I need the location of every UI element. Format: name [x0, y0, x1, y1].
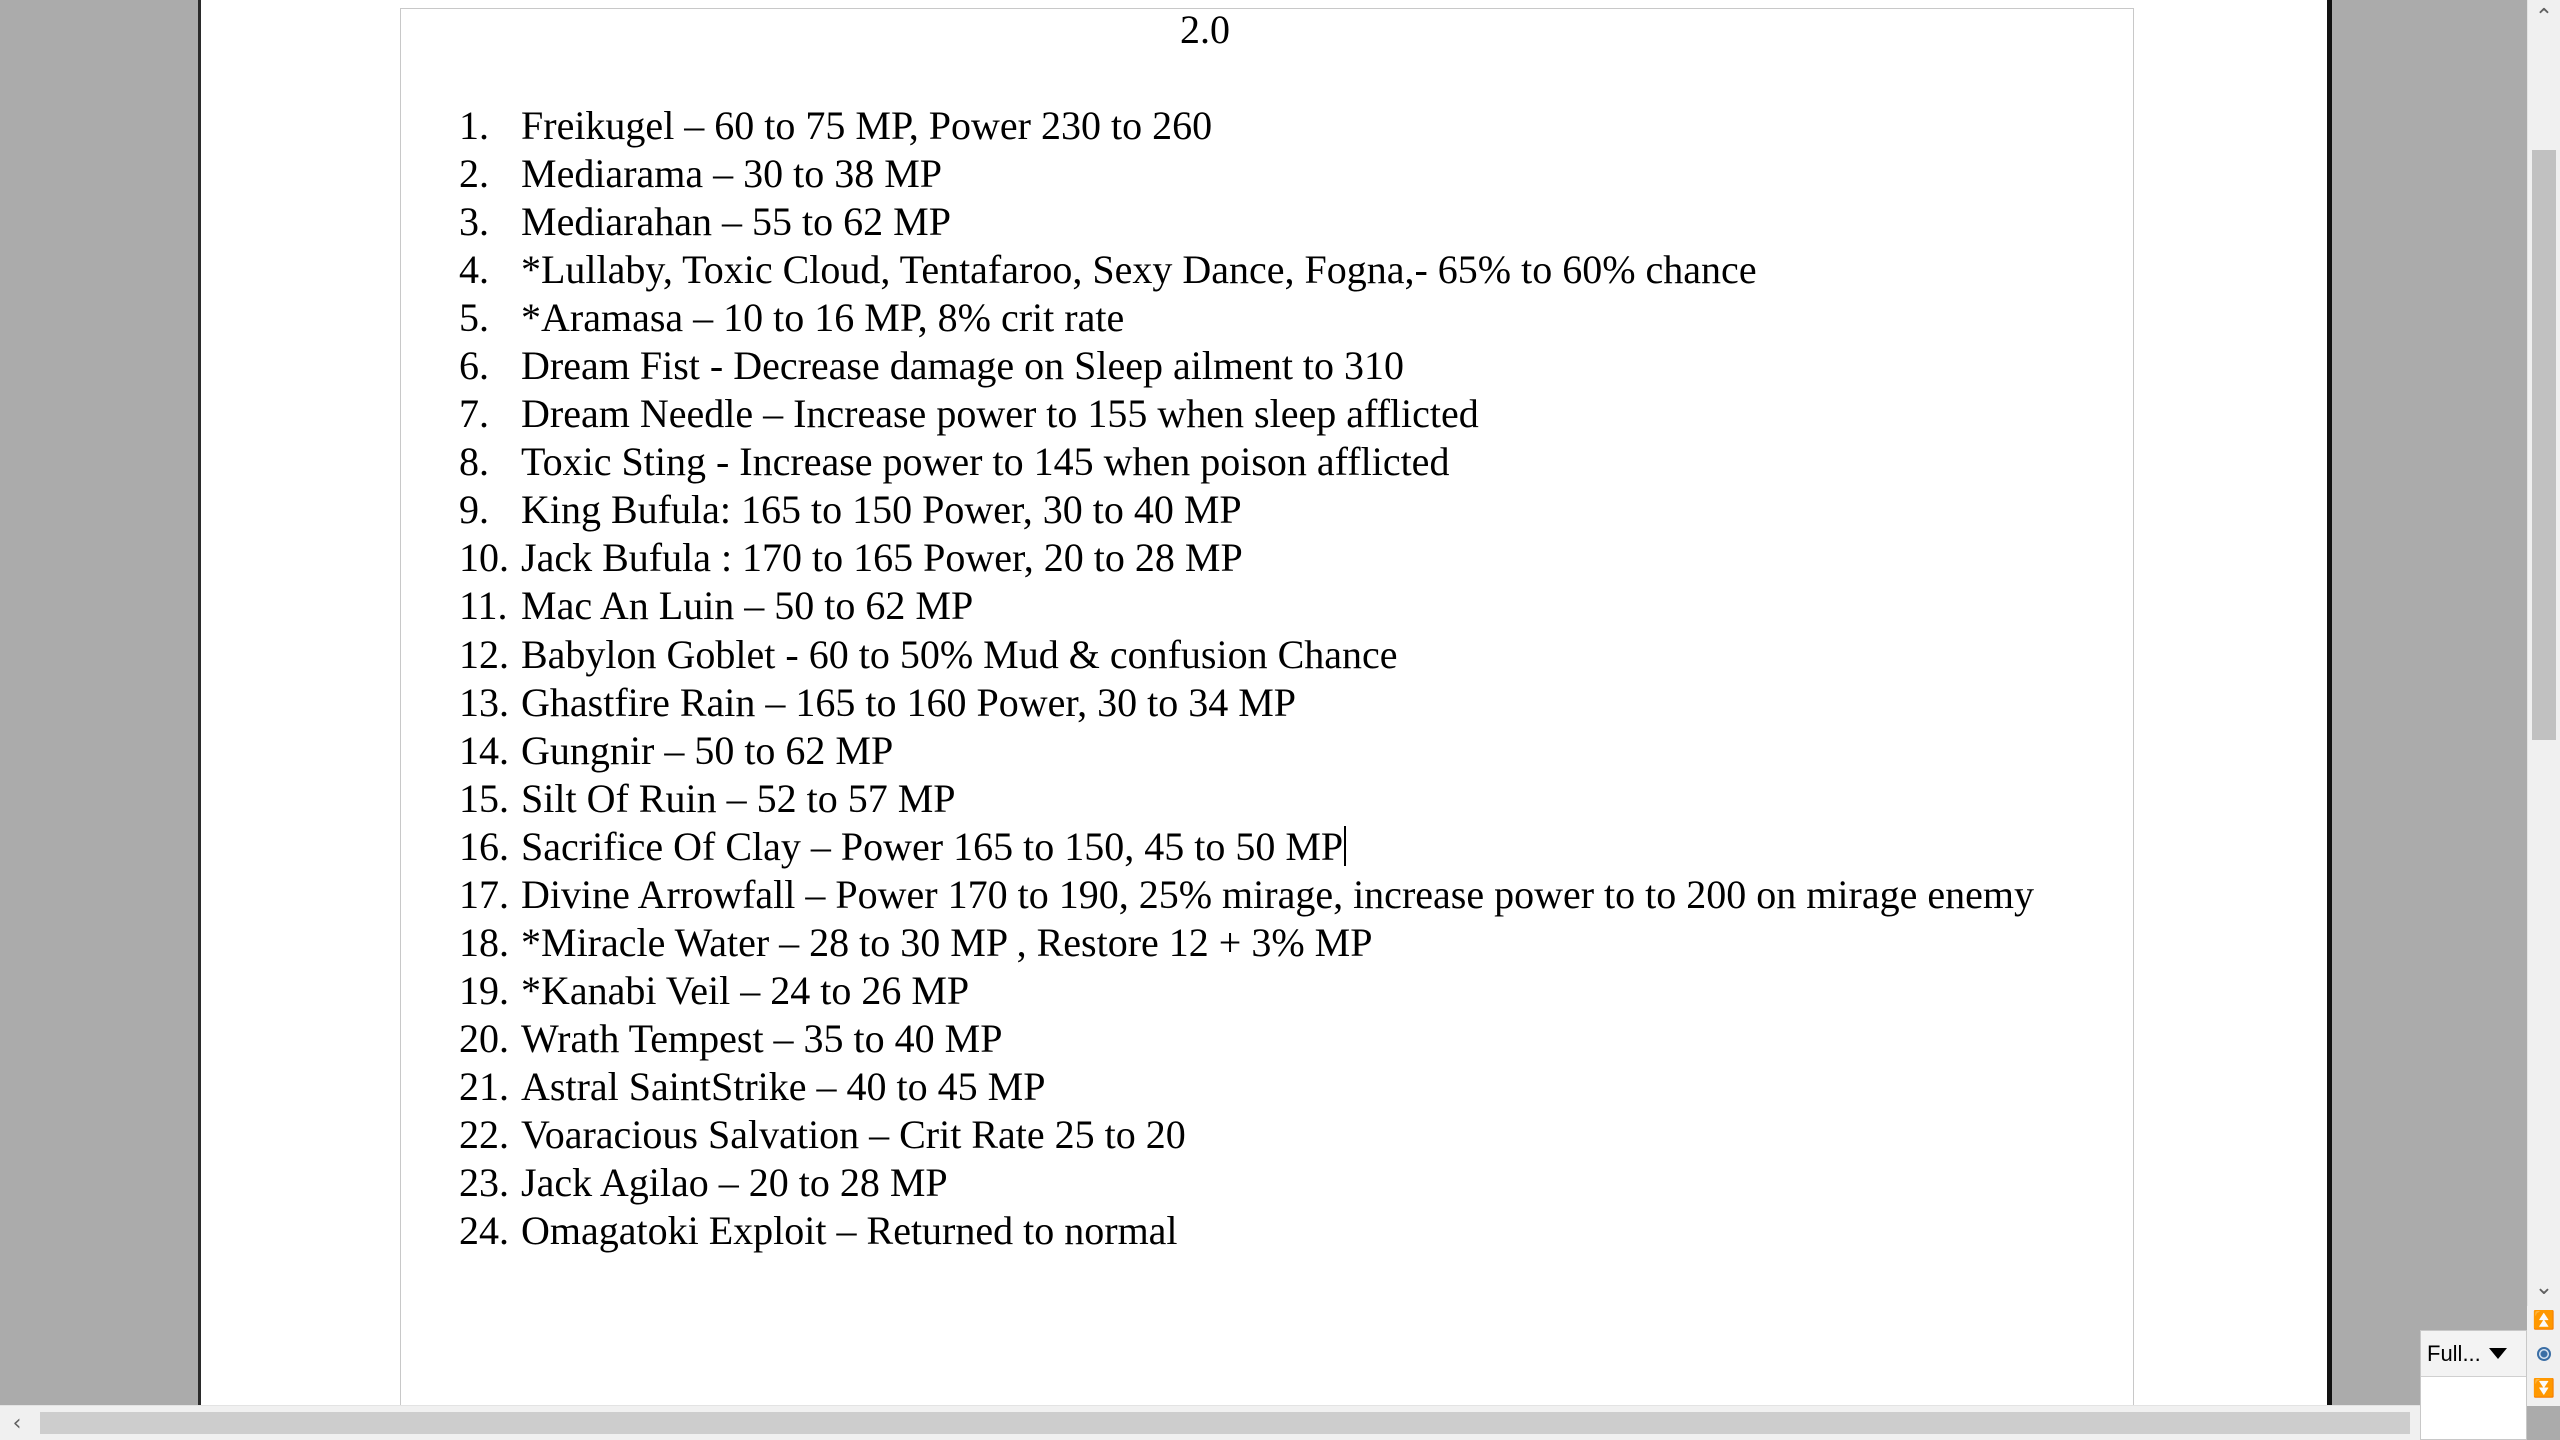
chevron-down-icon[interactable]: ⌄ [2534, 1274, 2554, 1300]
list-item-number: 20. [459, 1015, 509, 1061]
list-item-number: 2. [459, 151, 489, 197]
list-item [459, 727, 2034, 775]
list-item-number: 1. [459, 103, 489, 148]
horizontal-scrollbar[interactable] [0, 1405, 2527, 1440]
list-item-number: 19. [459, 967, 509, 1013]
list-item-text: King Bufula: 165 to 150 Power, 30 to 40 MP [521, 487, 1242, 533]
list-item-number: 6. [459, 343, 489, 389]
list-item [459, 679, 2034, 727]
list-item [459, 871, 2034, 919]
list-item-text: Dream Needle – Increase power to 155 when sleep afflicted [521, 391, 1479, 437]
list-item-number: 16. [459, 823, 509, 869]
zoom-value: Full... [2427, 1340, 2481, 1366]
list-item [459, 294, 2034, 342]
list-item-number: 21. [459, 1063, 509, 1109]
list-item-text: Voaracious Salvation – Crit Rate 25 to 20 [521, 1111, 1186, 1157]
list-item-number: 13. [459, 679, 509, 725]
list-item-number: 7. [459, 391, 489, 437]
list-item-text: *Kanabi Veil – 24 to 26 MP [521, 967, 970, 1013]
list-item-number: 23. [459, 1160, 509, 1206]
double-chevron-up-icon: ⏫ [2532, 1309, 2556, 1331]
browse-object-button[interactable] [2531, 1340, 2557, 1368]
list-item-text: Freikugel – 60 to 75 MP, Power 230 to 260 [521, 103, 1213, 148]
list-item [459, 1207, 2034, 1255]
list-item [459, 1159, 2034, 1207]
list-item-text: Sacrifice Of Clay – Power 165 to 150, 45 to 50 MP [521, 823, 1344, 869]
list-item-number: 14. [459, 727, 509, 773]
list-item-text: Jack Agilao – 20 to 28 MP [521, 1160, 948, 1206]
previous-page-button[interactable] [2531, 1306, 2557, 1334]
list-item-number: 3. [459, 199, 489, 245]
list-item-number: 24. [459, 1208, 509, 1254]
list-item-number: 12. [459, 631, 509, 677]
vertical-scrollbar[interactable] [2527, 0, 2560, 1306]
list-item-text: Dream Fist - Decrease damage on Sleep ailment to 310 [521, 343, 1405, 389]
horizontal-scroll-thumb[interactable] [40, 1412, 2410, 1434]
zoom-dropdown[interactable] [2421, 1331, 2526, 1377]
list-item-number: 5. [459, 295, 489, 341]
list-item-text: Jack Bufula : 170 to 165 Power, 20 to 28 MP [521, 535, 1243, 581]
dropdown-arrow-icon [2489, 1348, 2507, 1359]
browse-object-icon [2537, 1347, 2551, 1361]
list-item [459, 342, 2034, 390]
list-item [459, 919, 2034, 967]
list-item-number: 8. [459, 439, 489, 485]
list-item [459, 486, 2034, 534]
list-item-number: 22. [459, 1111, 509, 1157]
page-navigation [2527, 1306, 2560, 1406]
list-item-text: *Lullaby, Toxic Cloud, Tentafaroo, Sexy Dance, Fogna,- 65% to 60% chance [521, 247, 1757, 293]
list-item [459, 150, 2034, 198]
chevron-left-icon[interactable]: ‹ [12, 1410, 22, 1436]
chevron-up-icon[interactable]: ⌃ [2534, 4, 2554, 30]
list-item [459, 823, 2034, 871]
list-item-text: Mac An Luin – 50 to 62 MP [521, 583, 974, 629]
list-item-text: Mediarama – 30 to 38 MP [521, 151, 943, 197]
list-item [459, 631, 2034, 679]
version-heading: 2.0 [1180, 7, 1230, 52]
list-item [459, 967, 2034, 1015]
list-item-text: *Miracle Water – 28 to 30 MP , Restore 12 + 3% MP [521, 919, 1373, 965]
list-item-text: Astral SaintStrike – 40 to 45 MP [521, 1063, 1046, 1109]
list-item-text: Wrath Tempest – 35 to 40 MP [521, 1015, 1003, 1061]
list-item-text: *Aramasa – 10 to 16 MP, 8% crit rate [521, 295, 1125, 341]
list-item [459, 1015, 2034, 1063]
list-item [459, 102, 2034, 150]
list-item-text: Toxic Sting - Increase power to 145 when poison afflicted [521, 439, 1450, 485]
list-item [459, 390, 2034, 438]
list-item-text: Ghastfire Rain – 165 to 160 Power, 30 to 34 MP [521, 679, 1297, 725]
list-item-number: 11. [459, 583, 508, 629]
list-item-number: 10. [459, 535, 509, 581]
list-item-text: Mediarahan – 55 to 62 MP [521, 199, 951, 245]
list-item [459, 246, 2034, 294]
list-item-number: 4. [459, 247, 489, 293]
list-item-number: 15. [459, 775, 509, 821]
text-cursor [1344, 826, 1346, 866]
next-page-button[interactable] [2531, 1374, 2557, 1402]
list-item-text: Omagatoki Exploit – Returned to normal [521, 1208, 1178, 1254]
list-item [459, 438, 2034, 486]
list-item-number: 18. [459, 919, 509, 965]
zoom-panel [2420, 1330, 2527, 1440]
list-item [459, 582, 2034, 630]
list-item-number: 17. [459, 871, 509, 917]
double-chevron-down-icon: ⏬ [2532, 1377, 2556, 1399]
list-item [459, 1063, 2034, 1111]
list-item-text: Silt Of Ruin – 52 to 57 MP [521, 775, 956, 821]
list-item-number: 9. [459, 487, 489, 533]
vertical-scroll-thumb[interactable] [2532, 150, 2556, 740]
list-item-text: Gungnir – 50 to 62 MP [521, 727, 894, 773]
patch-notes-list[interactable] [459, 102, 2034, 1255]
list-item [459, 775, 2034, 823]
list-item [459, 1111, 2034, 1159]
list-item-text: Divine Arrowfall – Power 170 to 190, 25% mirage, increase power to to 200 on mirage enemy [521, 871, 2034, 917]
list-item-text: Babylon Goblet - 60 to 50% Mud & confusion Chance [521, 631, 1398, 677]
list-item [459, 534, 2034, 582]
list-item [459, 198, 2034, 246]
